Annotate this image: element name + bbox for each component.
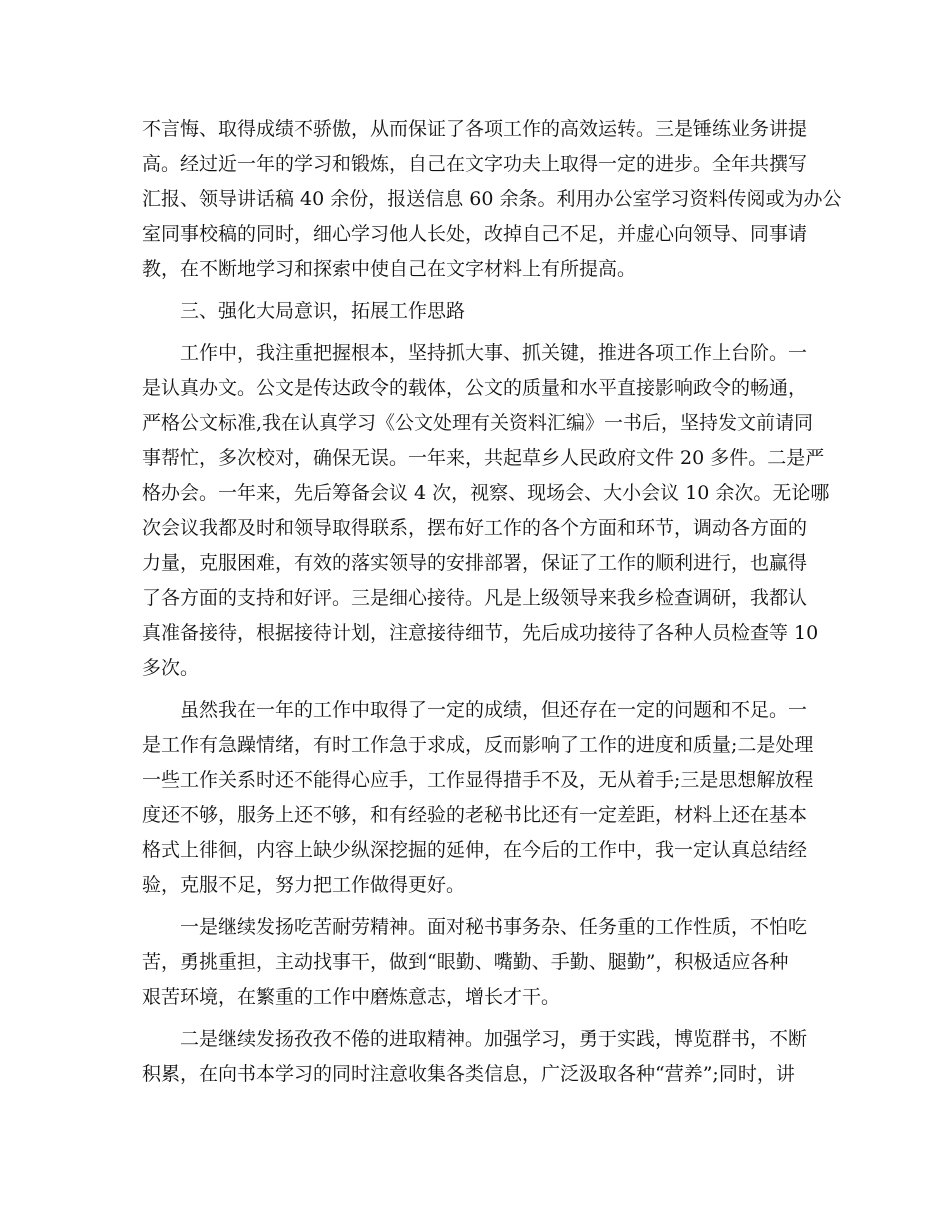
text-line: 室同事校稿的同时，细心学习他人长处，改掉自己不足，并虚心向领导、同事请 — [142, 223, 808, 245]
text-line: 一是继续发扬吃苦耐劳精神。面对秘书事务杂、任务重的工作性质，不怕吃 — [180, 916, 808, 938]
text-line: 教，在不断地学习和探索中使自己在文字材料上有所提高。 — [142, 258, 637, 280]
section-heading — [142, 294, 808, 329]
text-line: 格办会。一年来，先后筹备会议 4 次，视察、现场会、大小会议 10 余次。无论哪 — [142, 482, 830, 504]
paragraph — [142, 112, 842, 287]
text-line: 事帮忙，多次校对，确保无误。一年来，共起草乡人民政府文件 20 多件。二是严 — [142, 447, 825, 469]
paragraph — [142, 693, 814, 903]
text-line: 苦，勇挑重担，主动找事干，做到“眼勤、嘴勤、手勤、腿勤”，积极适应各种 — [142, 951, 789, 973]
text-line: 积累，在向书本学习的同时注意收集各类信息，广泛汲取各种“营养”;同时，讲 — [142, 1063, 795, 1085]
text-line: 度还不够，服务上还不够，和有经验的老秘书比还有一定差距，材料上还在基本 — [142, 804, 808, 826]
text-line: 格式上徘徊，内容上缺少纵深挖掘的延伸，在今后的工作中，我一定认真总结经 — [142, 839, 808, 861]
text-line: 是认真办文。公文是传达政令的载体，公文的质量和水平直接影响政令的畅通， — [142, 377, 808, 399]
text-line: 一些工作关系时还不能得心应手，工作显得措手不及，无从着手;三是思想解放程 — [142, 769, 814, 791]
text-line: 工作中，我注重把握根本，坚持抓大事、抓关键，推进各项工作上台阶。一 — [180, 342, 808, 364]
text-line: 次会议我都及时和领导取得联系，摆布好工作的各个方面和环节，调动各方面的 — [142, 517, 808, 539]
text-line: 了各方面的支持和好评。三是细心接待。凡是上级领导来我乡检查调研，我都认 — [142, 587, 808, 609]
text-line: 是工作有急躁情绪，有时工作急于求成，反而影响了工作的进度和质量;二是处理 — [142, 734, 814, 756]
text-line: 高。经过近一年的学习和锻炼，自己在文字功夫上取得一定的进步。全年共撰写 — [142, 153, 808, 175]
text-line: 汇报、领导讲话稿 40 余份，报送信息 60 余条。利用办公室学习资料传阅或为办公 — [142, 188, 842, 210]
text-line: 真准备接待，根据接待计划，注意接待细节，先后成功接待了各种人员检查等 10 — [142, 622, 819, 644]
text-line: 虽然我在一年的工作中取得了一定的成绩，但还存在一定的问题和不足。一 — [180, 699, 808, 721]
text-line: 力量，克服困难，有效的落实领导的安排部署，保证了工作的顺利进行，也赢得 — [142, 552, 808, 574]
text-line: 严格公文标准,我在认真学习《公文处理有关资料汇编》一书后，坚持发文前请同 — [142, 412, 814, 434]
text-line: 不言悔、取得成绩不骄傲，从而保证了各项工作的高效运转。三是锤练业务讲提 — [142, 118, 808, 140]
paragraph — [142, 1022, 808, 1092]
text-line: 多次。 — [142, 657, 200, 679]
text-line: 二是继续发扬孜孜不倦的进取精神。加强学习，勇于实践，博览群书，不断 — [180, 1028, 808, 1050]
heading-line: 三、强化大局意识，拓展工作思路 — [180, 300, 466, 322]
paragraph — [142, 336, 830, 686]
text-line: 艰苦环境，在繁重的工作中磨炼意志，增长才干。 — [142, 986, 561, 1008]
paragraph — [142, 910, 808, 1015]
document-body — [142, 112, 842, 1092]
text-line: 验，克服不足，努力把工作做得更好。 — [142, 874, 466, 896]
